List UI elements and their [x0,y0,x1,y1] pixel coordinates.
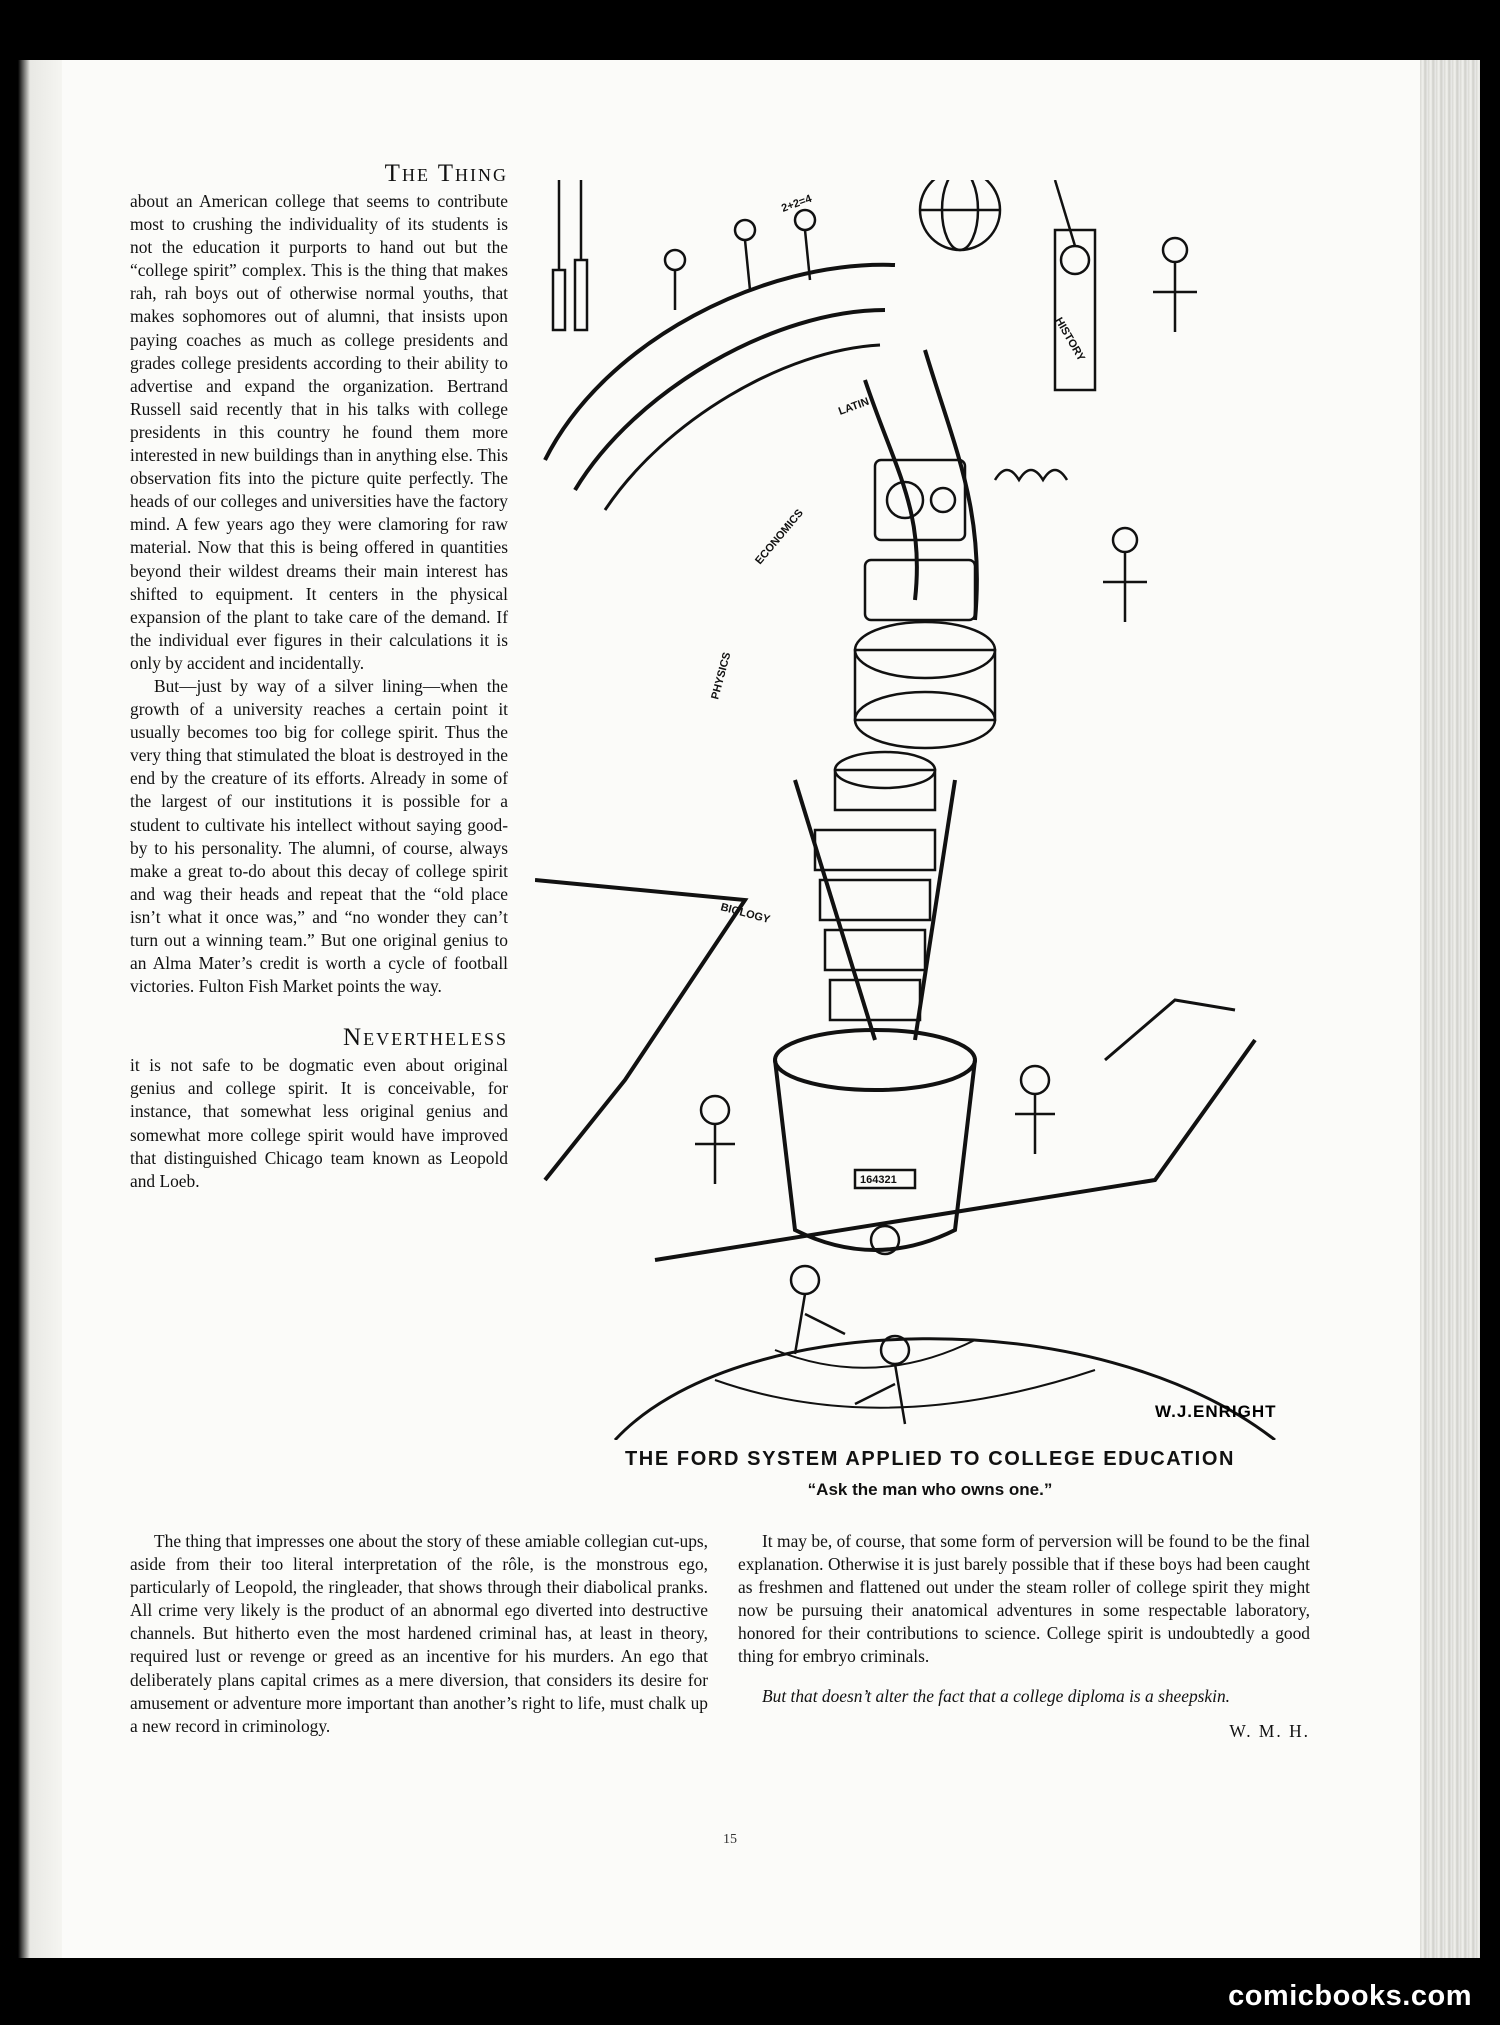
watermark: comicbooks.com [1228,1980,1472,2012]
author-initials: W. M. H. [1229,1720,1310,1741]
paragraph-leopold: The thing that impresses one about the story of these amiable collegian cut-ups, aside from their too literal interpretation of the rôle, is the monstrous ego, particularly of Leopold, the ringleader, that shows through their diabolical pranks. All crime very likely is the product of an abnormal ego diverted into destructive channels. But hitherto even the most hardened criminal has, at least in theory, required lust or revenge or greed as an incentive for his murders. An ego that deliberately plans capital crimes as a mere diversion, that considers its desire for amusement or adventure more important than another’s right to life, must chalk up a new record in criminology. [130,1531,708,1736]
physics-sign: PHYSICS [709,651,734,701]
bottom-right-column [738,1530,1310,1743]
closing-remark: But that doesn’t alter the fact that a college diploma is a sheepskin. [762,1685,1231,1706]
artist-signature: W.J.ENRIGHT [1155,1402,1277,1421]
serial-number: 164321 [860,1174,897,1186]
economics-sign: ECONOMICS [753,507,806,567]
paragraph-perversion: It may be, of course, that some form of perversion will be found to be the final explanation. Otherwise it is just barely possible that if these boys had been caught as freshmen and flattened out under the steam roller of college spirit they might now be pursuing their anatomical adventures in some respectable laboratory, honored for their contributions to science. College spirit is undoubtedly a good thing for embryo criminals. [738,1531,1310,1667]
paragraph-nevertheless: it is not safe to be dogmatic even about original genius and college spirit. It is conceivable, for instance, that somewhat less original genius and somewhat more college spirit would have improved that distinguished Chicago team known as Leopold and Loeb. [130,1055,508,1191]
latin-sign: LATIN [836,395,871,418]
paragraph-the-thing: about an American college that seems to contribute most to crushing the individuality of its students is not the education it purports to hand out but the “college spirit” complex. This is the thing that makes rah, rah boys out of otherwise normal youths, that makes sophomores out of alumni, that insists upon paying coaches as much as college presidents and grades college presidents according to their ability to advertise and expand the organization. Bertrand Russell said recently that in his talks with college presidents in this country he found them more interested in new buildings than in anything else. This observation fits into the picture quite perfectly. The heads of our colleges and universities have the factory mind. A few years ago they were clamoring for raw material. Now that this is being offered in quantities beyond their wildest dreams their main interest has shifted to equipment. It centers in the physical expansion of the plant to take care of the demand. If the individual ever figures in their calculations it is only by accident and incidentally. [130,191,508,673]
heading-nevertheless: Nevertheless [343,1024,508,1052]
biology-sign: BIOLOGY [719,901,772,927]
left-page-edge [0,60,62,1958]
bottom-left-column [130,1530,708,1738]
paragraph-silver-lining: But—just by way of a silver lining—when the growth of a university reaches a certain point it usually becomes too big for college spirit. Thus the very thing that stimulated the bloat is destroyed in the end by the creature of its efforts. Already in some of the largest of our institutions it is possible for a student to cultivate his intellect without saying good-by to his personality. The alumni, of course, always make a great to-do about this decay of college spirit and wag their heads and repeat that the “old place isn’t what it once was,” and “no wonder they can’t turn out a winning team.” But one original genius to an Alma Mater’s credit is worth a cycle of football victories. Fulton Fish Market points the way. [130,675,508,997]
left-column [130,160,508,1193]
heading-the-thing: The Thing [384,160,508,187]
history-sign: HISTORY [1052,315,1087,364]
math-sign: 2+2=4 [779,192,814,215]
cartoon-caption-title: THE FORD SYSTEM APPLIED TO COLLEGE EDUCATION [624,1448,1236,1470]
cartoon-illustration [535,180,1305,1440]
right-page-edge [1420,60,1480,1958]
cartoon-caption-subtitle: “Ask the man who owns one.” [807,1480,1053,1499]
page-number: 15 [723,1832,737,1847]
